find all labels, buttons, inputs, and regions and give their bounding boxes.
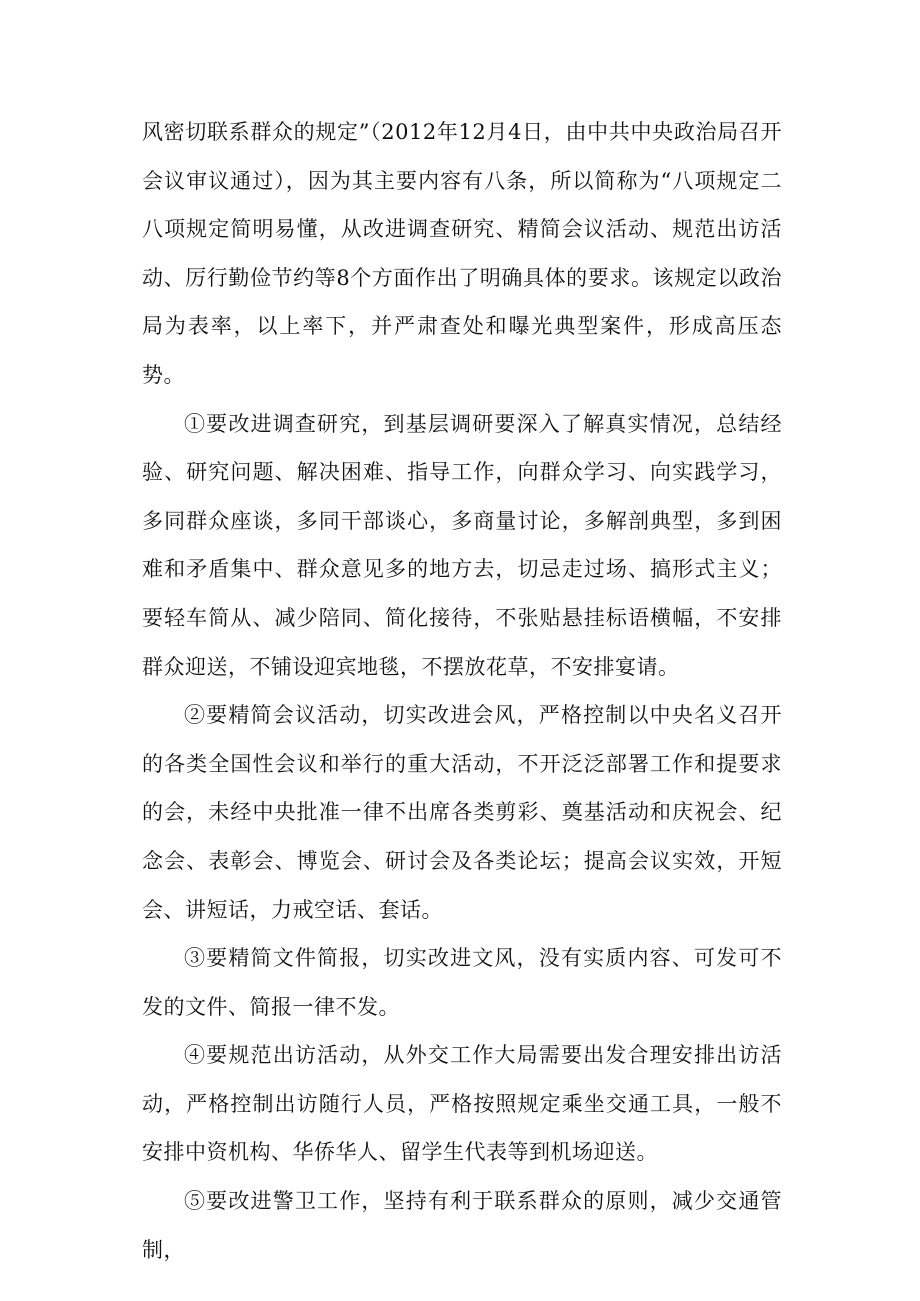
paragraph-rule-4-visits: ④要规范出访活动，从外交工作大局需要出发合理安排出访活动，严格控制出访随行人员，严格按照规定乘坐交通工具，一般不安排中资机构、华侨华人、留学生代表等到机场迎送。 bbox=[142, 1043, 782, 1165]
paragraph-rule-2-meetings: ②要精简会议活动，切实改进会风，严格控制以中央名义召开的各类全国性会议和举行的重大活动，不开泛泛部署工作和提要求的会，未经中央批准一律不出席各类剪彩、奠基活动和庆祝会、纪念会、表彰会、博览会、研讨会及各类论坛；提高会议实效，开短会、讲短话，力戒空话、套话。 bbox=[142, 703, 782, 922]
paragraph-eight-rules-intro: 风密切联系群众的规定”（2012年12月4日，由中共中央政治局召开会议审议通过），因为其主要内容有八条，所以简称为“八项规定二八项规定简明易懂，从改进调查研究、精简会议活动、规范出访活动、厉行勤俭节约等8个方面作出了明确具体的要求。该规定以政治局为表率，以上率下，并严肃查处和曝光典型案件，形成高压态势。 bbox=[142, 120, 782, 387]
paragraph-rule-1-research: ①要改进调查研究，到基层调研要深入了解真实情况，总结经验、研究问题、解决困难、指导工作，向群众学习、向实践学习，多同群众座谈，多同干部谈心，多商量讨论，多解剖典型，多到困难和矛盾集中、群众意见多的地方去，切忌走过场、搞形式主义；要轻车简从、减少陪同、简化接待，不张贴悬挂标语横幅，不安排群众迎送，不铺设迎宾地毯，不摆放花草，不安排宴请。 bbox=[142, 411, 782, 679]
paragraph-rule-5-security: ⑤要改进警卫工作，坚持有利于联系群众的原则，减少交通管制， bbox=[142, 1189, 782, 1262]
document-page bbox=[142, 108, 782, 1274]
paragraph-rule-3-documents: ③要精简文件简报，切实改进文风，没有实质内容、可发可不发的文件、简报一律不发。 bbox=[142, 946, 782, 1019]
